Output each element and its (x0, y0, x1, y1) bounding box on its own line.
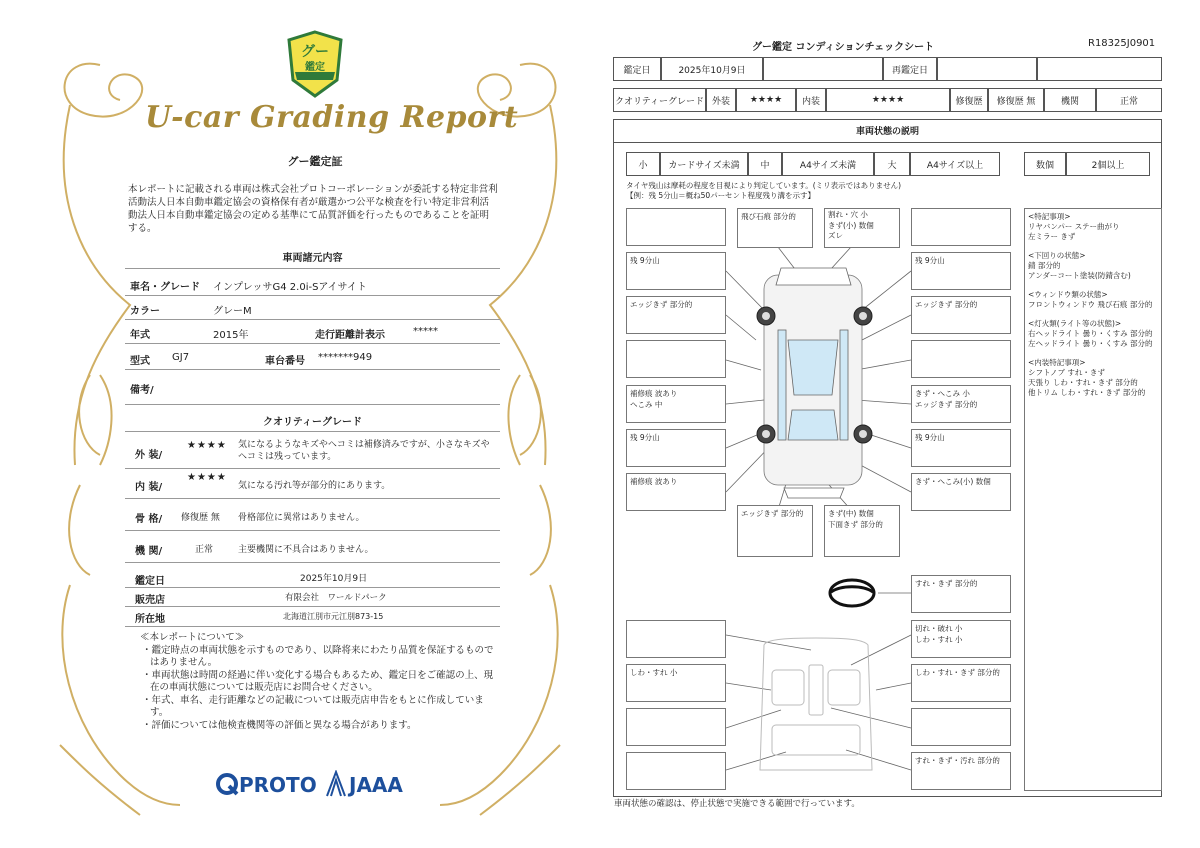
certificate-body: 本レポートに記載される車両は株式会社プロトコーポレーションが委託する特定非営利活動法人日本自動車鑑定協会の資格保有者が厳選かつ公平な検査を行い特定非営利活動法人日本自動車鑑定協会の定める基準にて品質評価を行ったものであることを証明する。 (128, 184, 498, 234)
count-desc: 2個以上 (1066, 152, 1150, 176)
footnote: 車両状態の確認は、停止状態で実施できる範囲で行っています。 (614, 799, 860, 809)
grade-row-exterior (125, 435, 500, 469)
engine-text: 主要機関に不具合はありません。 (238, 545, 374, 555)
damage-box (626, 429, 726, 467)
spec-row-year (125, 320, 500, 344)
tire-left-rear: 残 9分山 (630, 433, 660, 442)
damage-right-door-2: エッジきず 部分的 (915, 400, 978, 409)
damage-box (737, 505, 813, 557)
damage-front-bumper-2: きず(小) 数個 (828, 220, 874, 230)
year-value: 2015年 (213, 330, 249, 341)
reinspection-date-label: 再鑑定日 (883, 57, 937, 81)
damage-right-front: エッジきず 部分的 (915, 300, 978, 309)
odometer-value: ***** (413, 326, 438, 337)
proto-logo-icon (215, 772, 239, 796)
damage-left-seat: しわ・すれ 小 (630, 668, 678, 677)
damage-box (911, 664, 1011, 702)
damage-box (911, 385, 1011, 423)
size-large: 大 (874, 152, 910, 176)
damage-front-bumper-1: 割れ・穴 小 (828, 210, 868, 219)
grade-row-interior (125, 469, 500, 499)
report-notes (140, 632, 495, 732)
damage-box (824, 505, 900, 557)
special-note-line (1028, 242, 1158, 251)
info-row-date (125, 567, 500, 588)
special-note-line: リヤバンパー ステー曲がり (1028, 222, 1120, 231)
special-note-line: 右ヘッドライト 曇り・くすみ 部分的 (1028, 329, 1153, 338)
odometer-label: 走行距離計表示 (315, 330, 385, 341)
tire-right-front: 残 9分山 (915, 256, 945, 265)
date-label: 鑑定日 (135, 576, 165, 587)
spec-row-model (125, 346, 500, 370)
tire-left-front: 残 9分山 (630, 256, 660, 265)
tire-right-rear: 残 9分山 (915, 433, 945, 442)
special-note-line: <内装特記事項> (1028, 358, 1086, 367)
interior-text: 気になる汚れ等が部分的にあります。 (238, 481, 391, 491)
damage-left-door-1: 補修痕 波あり (630, 389, 678, 398)
spec-row-remarks (125, 375, 500, 405)
engine-value: 正常 (195, 545, 214, 555)
jaaa-logo-icon (325, 770, 347, 798)
special-note-line: シフトノブ すれ・きず (1028, 368, 1105, 377)
damage-box (626, 296, 726, 334)
special-note-line: 左ヘッドライト 曇り・くすみ 部分的 (1028, 339, 1153, 348)
count-label: 数個 (1024, 152, 1066, 176)
exterior-label: 外装 (706, 88, 736, 112)
interior-stars: ★★★★ (187, 472, 227, 483)
goo-kantei-badge-icon (285, 30, 345, 100)
tire-note: タイヤ残山は摩耗の程度を目視により判定しています。(ミリ表示ではありません) (626, 181, 902, 190)
repair-history-label: 修復歴 (950, 88, 988, 112)
badge-line2: 鑑定 (305, 62, 325, 73)
name-label: 車名・グレード (130, 282, 200, 293)
interior-stars: ★★★★ (826, 88, 950, 112)
damage-box (626, 708, 726, 746)
notes-heading: ≪本レポートについて≫ (140, 632, 245, 643)
address-value: 北海道江別市元江別873-15 (283, 612, 384, 621)
special-note-line: <灯火類(ライト等の状態)> (1028, 319, 1122, 328)
divider (125, 431, 500, 432)
grade-row-frame (125, 499, 500, 531)
special-note-line: <特記事項> (1028, 212, 1071, 221)
frame-value: 修復歴 無 (181, 513, 220, 523)
interior-label: 内 装/ (135, 482, 163, 493)
damage-box (626, 664, 726, 702)
note-item: ・年式、車名、走行距離などの記載については販売店申告をもとに作成しています。 (142, 694, 484, 718)
damage-right-seat: しわ・すれ・きず 部分的 (915, 668, 1000, 677)
special-note-line: 錆 部分的 (1028, 261, 1061, 270)
damage-box (626, 473, 726, 511)
engine-value: 正常 (1096, 88, 1162, 112)
color-label: カラー (130, 306, 160, 317)
damage-box (911, 252, 1011, 290)
model-label: 型式 (130, 356, 150, 367)
special-note-line (1028, 310, 1158, 319)
damage-windshield: 飛び石痕 部分的 (741, 212, 796, 221)
info-row-dealer (125, 588, 500, 607)
jaaa-logo-text: JAAA (349, 773, 403, 797)
exterior-label: 外 装/ (135, 450, 163, 461)
year-label: 年式 (130, 330, 150, 341)
special-note-line: フロントウィンドウ 飛び石痕 部分的 (1028, 300, 1153, 309)
size-small-desc: カードサイズ未満 (660, 152, 748, 176)
spec-row-name (125, 272, 500, 296)
steering-wheel-icon (830, 580, 874, 606)
special-note-line (1028, 349, 1158, 358)
damage-right-rear: きず・へこみ(小) 数個 (915, 477, 991, 486)
damage-box (911, 752, 1011, 790)
damage-dash-2: しわ・すれ 小 (915, 635, 963, 644)
logos (215, 770, 415, 798)
grade-row-engine (125, 531, 500, 563)
special-note-line: <下回りの状態> (1028, 251, 1086, 260)
damage-trunk: エッジきず 部分的 (741, 509, 804, 518)
interior-label: 内装 (796, 88, 826, 112)
dealer-value: 有限会社 ワールドパーク (285, 593, 387, 603)
note-item: ・車両状態は時間の経過に伴い変化する場合もあるため、鑑定日をご確認の上、現在の車両状態については販売店にお問合せください。 (142, 669, 494, 693)
dealer-label: 販売店 (135, 595, 165, 606)
report-title: U-car Grading Report (145, 100, 519, 135)
note-item: ・評価については他検査機関等の評価と異なる場合があります。 (142, 719, 417, 731)
date-value: 2025年10月9日 (300, 574, 368, 584)
inspection-date-label: 鑑定日 (613, 57, 661, 81)
size-large-desc: A4サイズ以上 (910, 152, 1000, 176)
address-label: 所在地 (135, 614, 165, 625)
note-item: ・鑑定時点の車両状態を示すものであり、以降将来にわたり品質を保証するものではありません。 (142, 644, 494, 668)
frame-label: 骨 格/ (135, 514, 163, 525)
remarks-label: 備考/ (130, 385, 154, 396)
damage-box (626, 340, 726, 378)
inspection-date-value: 2025年10月9日 (661, 57, 763, 81)
proto-logo-text: PROTO (239, 773, 317, 797)
special-note-line: 他トリム しわ・すれ・きず 部分的 (1028, 388, 1146, 397)
damage-box (626, 620, 726, 658)
condition-title: 車両状態の説明 (613, 119, 1162, 143)
damage-box (911, 340, 1011, 378)
badge-line1: グー (301, 44, 329, 60)
damage-rear-bumper-2: 下面きず 部分的 (828, 520, 883, 529)
spec-row-color (125, 296, 500, 320)
model-value: GJ7 (172, 352, 190, 363)
size-medium: 中 (748, 152, 782, 176)
damage-dash-1: 切れ・破れ 小 (915, 624, 963, 633)
exterior-stars: ★★★★ (736, 88, 796, 112)
damage-left-door-2: へこみ 中 (630, 400, 663, 409)
spec-section-title: 車両諸元内容 (282, 253, 343, 264)
damage-box (626, 252, 726, 290)
tire-note-example: 【例：残 5分山＝概ね50パーセント程度残り溝を示す】 (626, 191, 816, 200)
damage-box (911, 708, 1011, 746)
engine-label: 機関 (1044, 88, 1096, 112)
special-note-line: 左ミラー きず (1028, 232, 1076, 241)
name-value: インプレッサG4 2.0i-Sアイサイト (213, 282, 367, 293)
frame-text: 骨格部位に異常はありません。 (238, 513, 365, 523)
quality-grade-label: クオリティーグレード (613, 88, 706, 112)
damage-box (911, 208, 1011, 246)
certificate-title: グー鑑定証 (287, 155, 343, 168)
size-small: 小 (626, 152, 660, 176)
info-row-address (125, 607, 500, 627)
size-medium-desc: A4サイズ未満 (782, 152, 874, 176)
condition-check-sheet (606, 0, 1200, 848)
damage-box (911, 296, 1011, 334)
damage-box (911, 575, 1011, 613)
special-note-line (1028, 281, 1158, 290)
damage-left-front: エッジきず 部分的 (630, 300, 693, 309)
engine-label: 機 関/ (135, 546, 163, 557)
quality-grade-title: クオリティーグレード (263, 417, 362, 428)
damage-front-bumper-3: ズレ (828, 231, 843, 240)
special-note-line: 天張り しわ・すれ・きず 部分的 (1028, 378, 1138, 387)
exterior-text: 気になるようなキズやヘコミは補修済みですが、小さなキズやヘコミは残っています。 (238, 440, 490, 462)
damage-box (824, 208, 900, 248)
exterior-stars: ★★★★ (187, 440, 227, 451)
damage-rear-seat: すれ・きず・汚れ 部分的 (915, 756, 1000, 765)
damage-steering: すれ・きず 部分的 (915, 579, 978, 588)
chassis-value: *******949 (318, 352, 373, 363)
repair-history-value: 修復歴 無 (988, 88, 1044, 112)
sheet-title: グー鑑定 コンディションチェックシート (752, 42, 935, 53)
damage-left-rear: 補修痕 波あり (630, 477, 678, 486)
damage-box (911, 473, 1011, 511)
damage-box (626, 752, 726, 790)
damage-rear-bumper-1: きず(中) 数個 (828, 509, 874, 518)
damage-box (626, 208, 726, 246)
interior-diagram (760, 638, 872, 770)
special-note-line: <ウィンドウ類の状態> (1028, 290, 1108, 299)
damage-right-door-1: きず・へこみ 小 (915, 389, 970, 398)
sheet-id: R18325J0901 (1088, 38, 1156, 49)
special-notes-panel (1024, 208, 1162, 791)
special-note-line: アンダーコート塗装(防錆含む) (1028, 271, 1131, 280)
damage-box (626, 385, 726, 423)
damage-box (911, 620, 1011, 658)
chassis-label: 車台番号 (265, 356, 305, 367)
divider (125, 268, 500, 269)
damage-box (911, 429, 1011, 467)
damage-box (737, 208, 813, 248)
color-value: グレーM (213, 306, 252, 317)
